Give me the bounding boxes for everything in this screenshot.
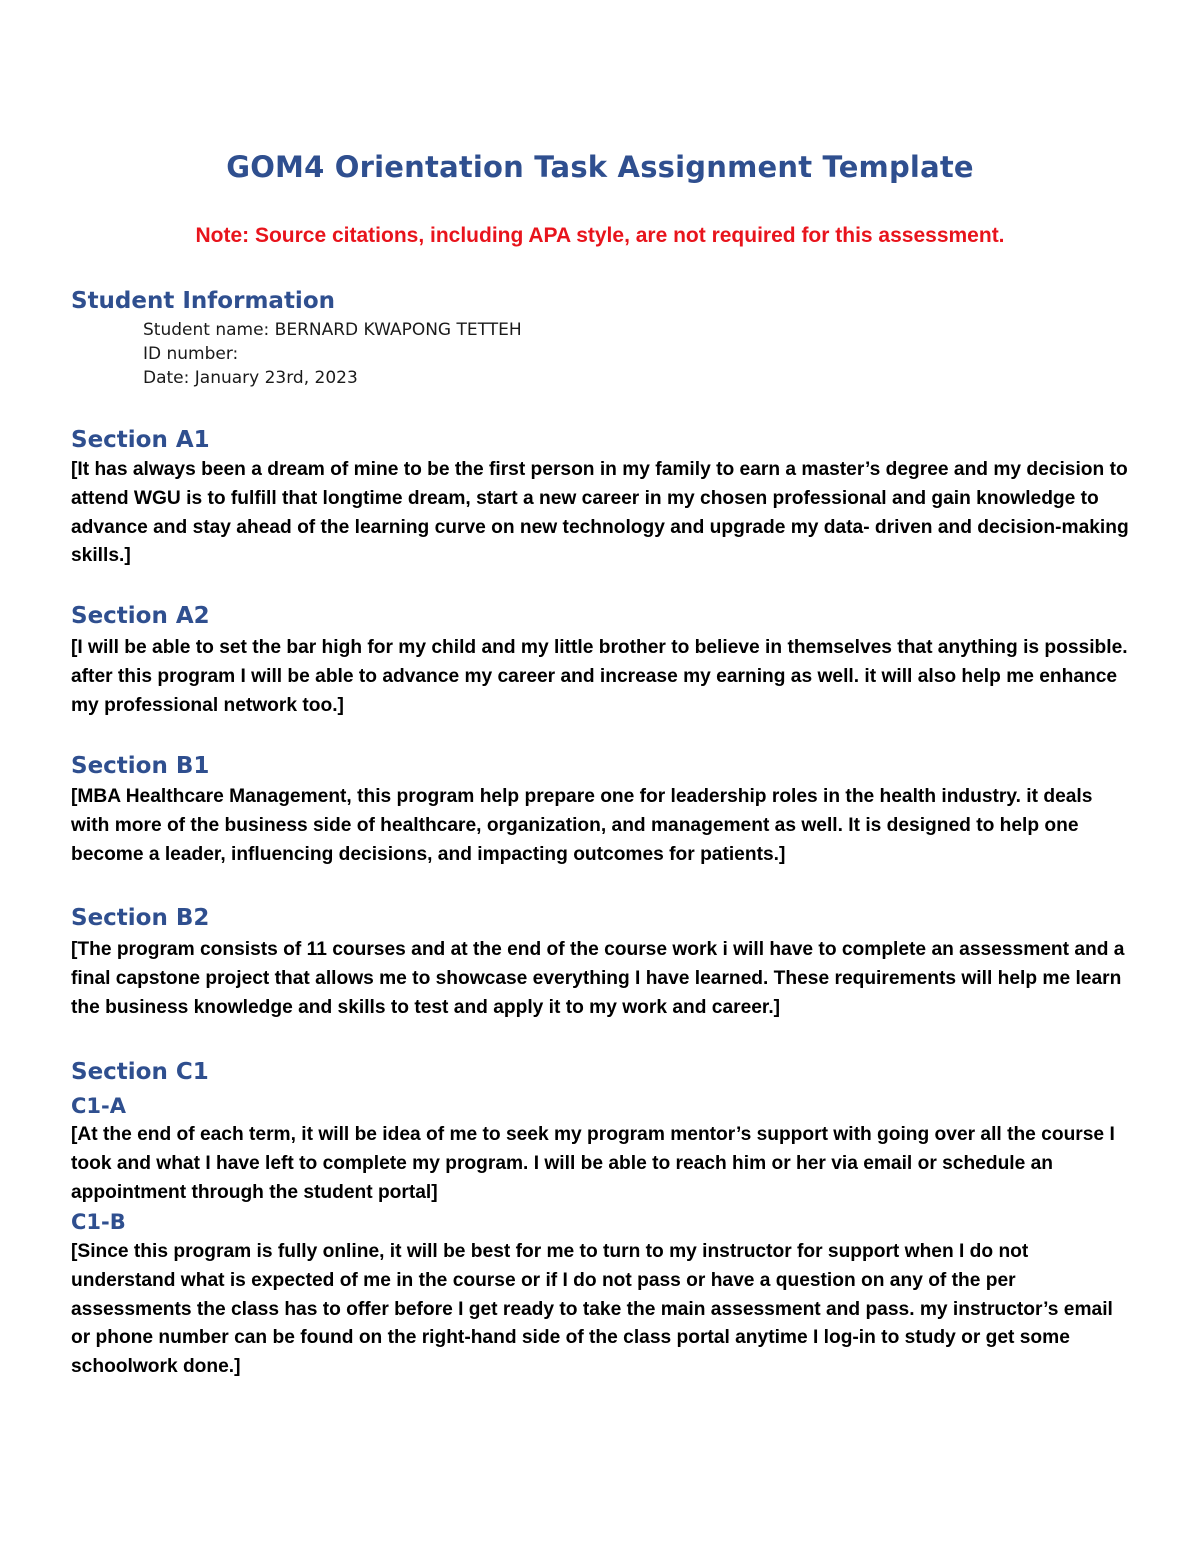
date-line: Date: January 23rd, 2023 <box>143 368 358 388</box>
section-a1-text: [It has always been a dream of mine to be the first person in my family to earn a master’s degree and my decision to attend WGU is to fulfill that longtime dream, start a new career in my chosen professional and gain knowledge to advance and stay ahead of the learning curve on new technology and upgrade my data- driven and decision-making skills.] <box>71 459 1129 567</box>
section-a2-heading: Section A2 <box>71 603 210 629</box>
section-a2-text: [I will be able to set the bar high for my child and my little brother to believe in themselves that anything is possible. after this program I will be able to advance my career and increase my earning as well. it will also help me enhance my professional network too.] <box>71 637 1128 716</box>
section-a1-heading: Section A1 <box>71 427 210 453</box>
assessment-note: Note: Source citations, including APA style, are not required for this assessment. <box>195 224 1005 247</box>
section-c1b-heading: C1-B <box>71 1210 126 1234</box>
section-b2-heading: Section B2 <box>71 905 210 931</box>
section-c1-heading: Section C1 <box>71 1059 209 1085</box>
id-number-line: ID number: <box>143 344 239 364</box>
section-c1a-heading: C1-A <box>71 1094 126 1118</box>
section-b2-text: [The program consists of 11 courses and at the end of the course work i will have to complete an assessment and a final capstone project that allows me to showcase everything I have learned. These requirements will help me learn the business knowledge and skills to test and apply it to my work and career.] <box>71 939 1125 1018</box>
document-title: GOM4 Orientation Task Assignment Template <box>226 150 974 184</box>
section-c1b-text: [Since this program is fully online, it will be best for me to turn to my instructor for support when I do not understand what is expected of me in the course or if I do not pass or have a question on any of the per assessments the class has to offer before I get ready to take the main assessment and pass. my instructor’s email or phone number can be found on the right-hand side of the class portal anytime I log-in to study or get some schoolwork done.] <box>71 1241 1113 1378</box>
student-information-heading: Student Information <box>71 288 335 314</box>
student-name-line: Student name: BERNARD KWAPONG TETTEH <box>143 320 522 340</box>
section-b1-heading: Section B1 <box>71 753 210 779</box>
section-c1a-text: [At the end of each term, it will be idea of me to seek my program mentor’s support with going over all the course I took and what I have left to complete my program. I will be able to reach him or her via email or schedule an appointment through the student portal] <box>71 1124 1115 1203</box>
section-b1-text: [MBA Healthcare Management, this program help prepare one for leadership roles in the health industry. it deals with more of the business side of healthcare, organization, and management as well. It is designed to help one become a leader, influencing decisions, and impacting outcomes for patients.] <box>71 786 1093 865</box>
